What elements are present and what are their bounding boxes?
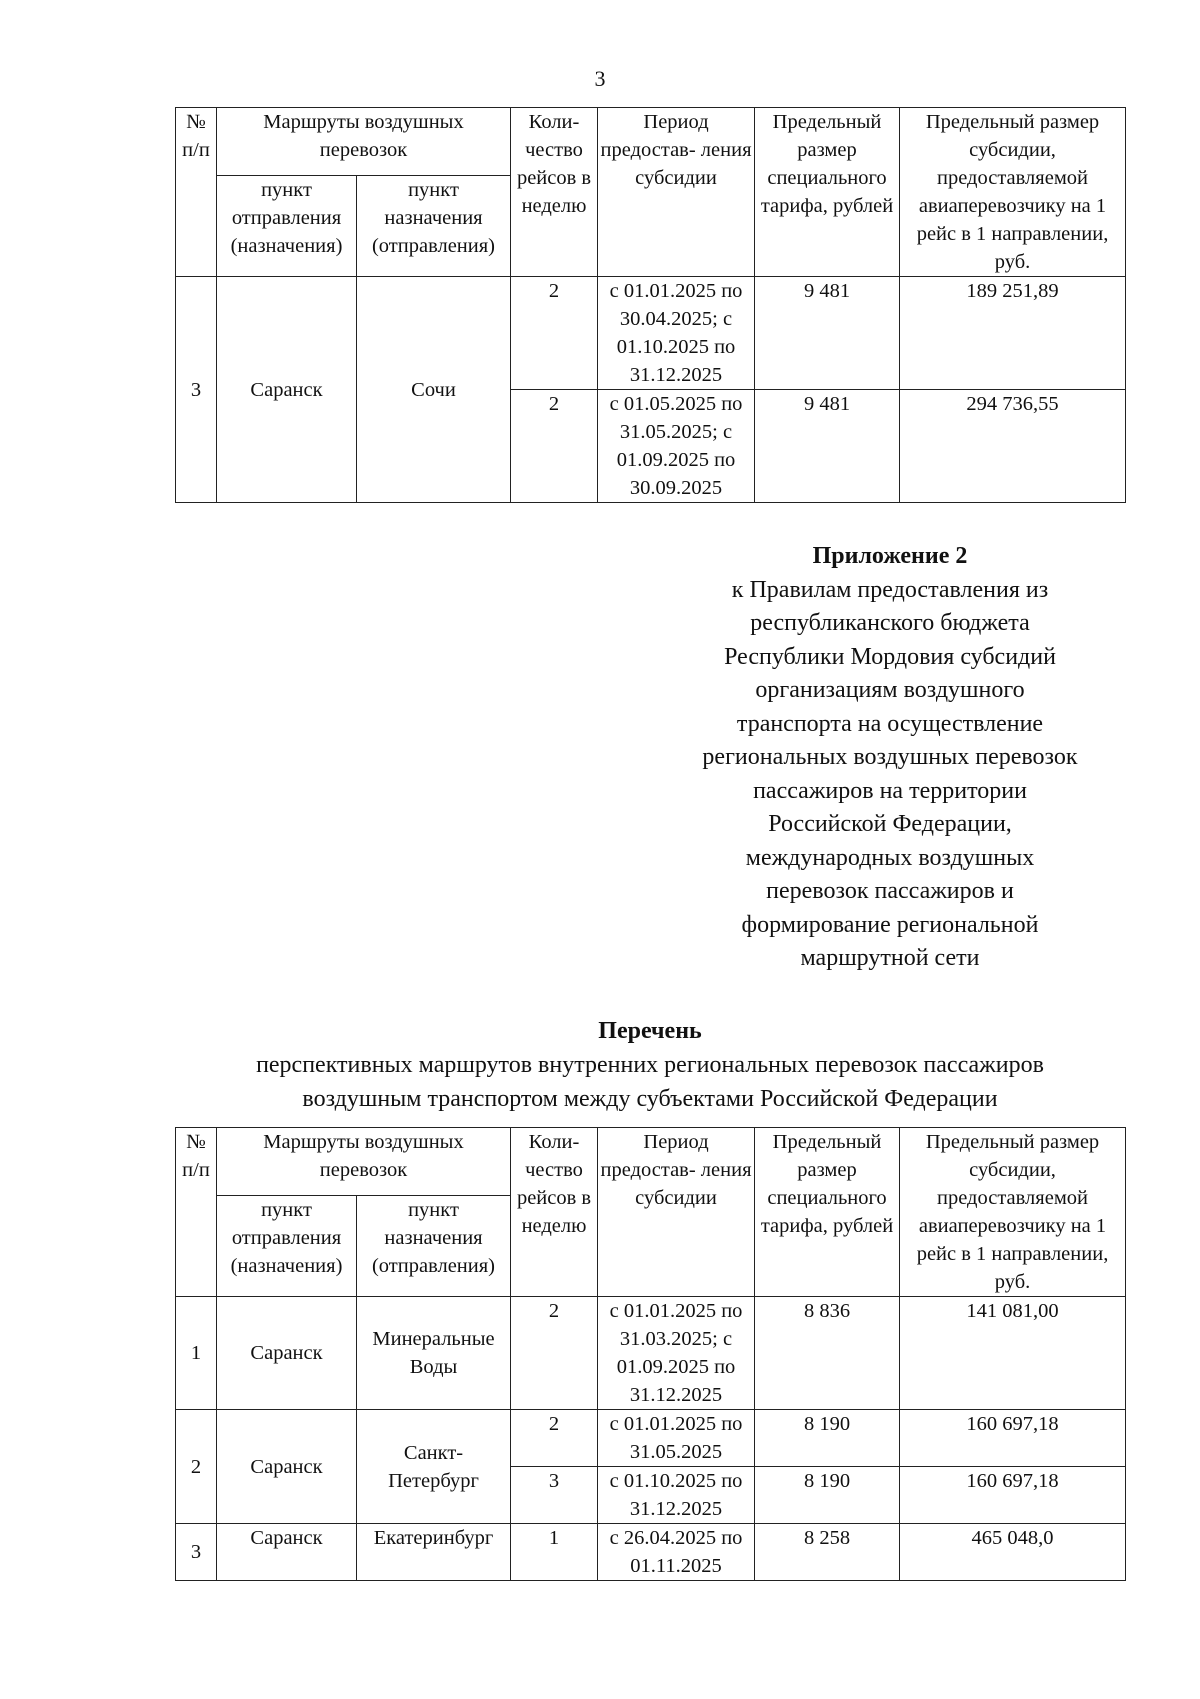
appendix-line: к Правилам предоставления из — [731, 576, 1049, 603]
flights-cell: 3 — [511, 1467, 598, 1524]
period-cell: с 01.01.2025 по 30.04.2025; с 01.10.2025 по 31.12.2025 — [598, 277, 755, 390]
period-cell: с 01.10.2025 по 31.12.2025 — [598, 1467, 755, 1524]
route-from: Саранск — [217, 1410, 357, 1524]
list-heading — [175, 1014, 1125, 1116]
table-header-row — [176, 108, 1126, 176]
tariff-cell: 8 258 — [755, 1524, 900, 1581]
flights-cell: 2 — [511, 1297, 598, 1410]
appendix-line: пассажиров на территории — [753, 777, 1027, 804]
subsidy-cell: 189 251,89 — [900, 277, 1126, 390]
appendix-line: маршрутной сети — [800, 945, 980, 971]
route-to: Екатеринбург — [357, 1524, 511, 1581]
appendix-line: Республики Мордовия субсидий — [724, 643, 1056, 670]
subsidy-cell: 294 736,55 — [900, 390, 1126, 503]
header-period: Период предостав- ления субсидии — [598, 1128, 755, 1297]
table-row — [176, 1410, 1126, 1467]
appendix-line: Российской Федерации, — [768, 811, 1012, 837]
period-cell: с 26.04.2025 по 01.11.2025 — [598, 1524, 755, 1581]
flights-cell: 1 — [511, 1524, 598, 1581]
header-tariff: Предельный размер специального тарифа, рублей — [755, 108, 900, 277]
subsidy-cell: 141 081,00 — [900, 1297, 1126, 1410]
route-num: 3 — [176, 277, 217, 503]
appendix-line: организациям воздушного — [755, 677, 1025, 703]
appendix-block — [660, 540, 1120, 976]
header-departure: пункт отправления (назначения) — [217, 175, 357, 276]
header-num: № п/п — [176, 108, 217, 277]
list-subtitle-line: перспективных маршрутов внутренних региональных перевозок пассажиров — [256, 1052, 1044, 1078]
header-subsidy: Предельный размер субсидии, предоставляемой авиаперевозчику на 1 рейс в 1 направлении, руб. — [900, 1128, 1126, 1297]
header-tariff: Предельный размер специального тарифа, рублей — [755, 1128, 900, 1297]
route-to: Сочи — [357, 277, 511, 503]
route-num: 3 — [176, 1524, 217, 1581]
subsidy-cell: 465 048,0 — [900, 1524, 1126, 1581]
header-flights: Коли- чество рейсов в неделю — [511, 1128, 598, 1297]
header-departure: пункт отправления (назначения) — [217, 1195, 357, 1296]
route-num: 1 — [176, 1297, 217, 1410]
appendix-line: формирование региональной — [741, 911, 1039, 938]
table-row — [176, 1524, 1126, 1581]
appendix-line: региональных воздушных перевозок — [702, 744, 1078, 770]
subsidy-cell: 160 697,18 — [900, 1410, 1126, 1467]
route-from: Саранск — [217, 1524, 357, 1581]
route-to: Санкт- Петербург — [357, 1410, 511, 1524]
period-cell: с 01.01.2025 по 31.05.2025 — [598, 1410, 755, 1467]
appendix-line: республиканского бюджета — [750, 610, 1030, 636]
header-subsidy: Предельный размер субсидии, предоставляемой авиаперевозчику на 1 рейс в 1 направлении, руб. — [900, 108, 1126, 277]
header-routes: Маршруты воздушных перевозок — [217, 1128, 511, 1196]
route-from: Саранск — [217, 1297, 357, 1410]
list-title: Перечень — [598, 1018, 702, 1044]
table-header-row — [176, 1128, 1126, 1196]
table-row — [176, 1297, 1126, 1410]
tariff-cell: 8 836 — [755, 1297, 900, 1410]
header-destination: пункт назначения (отправления) — [357, 1195, 511, 1296]
header-period: Период предостав- ления субсидии — [598, 108, 755, 277]
tariff-cell: 9 481 — [755, 277, 900, 390]
route-num: 2 — [176, 1410, 217, 1524]
routes-table-continued — [175, 107, 1126, 503]
flights-cell: 2 — [511, 1410, 598, 1467]
appendix-line: транспорта на осуществление — [736, 710, 1044, 737]
period-cell: с 01.05.2025 по 31.05.2025; с 01.09.2025 по 30.09.2025 — [598, 390, 755, 503]
route-from: Саранск — [217, 277, 357, 503]
tariff-cell: 8 190 — [755, 1467, 900, 1524]
tariff-cell: 9 481 — [755, 390, 900, 503]
header-num: № п/п — [176, 1128, 217, 1297]
header-flights: Коли- чество рейсов в неделю — [511, 108, 598, 277]
route-to: Минеральные Воды — [357, 1297, 511, 1410]
routes-table — [175, 1127, 1126, 1581]
tariff-cell: 8 190 — [755, 1410, 900, 1467]
appendix-line: международных воздушных — [745, 844, 1035, 871]
subsidy-cell: 160 697,18 — [900, 1467, 1126, 1524]
appendix-line: перевозок пассажиров и — [766, 878, 1014, 904]
list-subtitle-line: воздушным транспортом между субъектами Российской Федерации — [302, 1086, 998, 1112]
appendix-title: Приложение 2 — [812, 543, 968, 569]
flights-cell: 2 — [511, 390, 598, 503]
period-cell: с 01.01.2025 по 31.03.2025; с 01.09.2025 по 31.12.2025 — [598, 1297, 755, 1410]
header-destination: пункт назначения (отправления) — [357, 175, 511, 276]
flights-cell: 2 — [511, 277, 598, 390]
table-row — [176, 277, 1126, 390]
header-routes: Маршруты воздушных перевозок — [217, 108, 511, 176]
page-number: 3 — [594, 66, 606, 91]
